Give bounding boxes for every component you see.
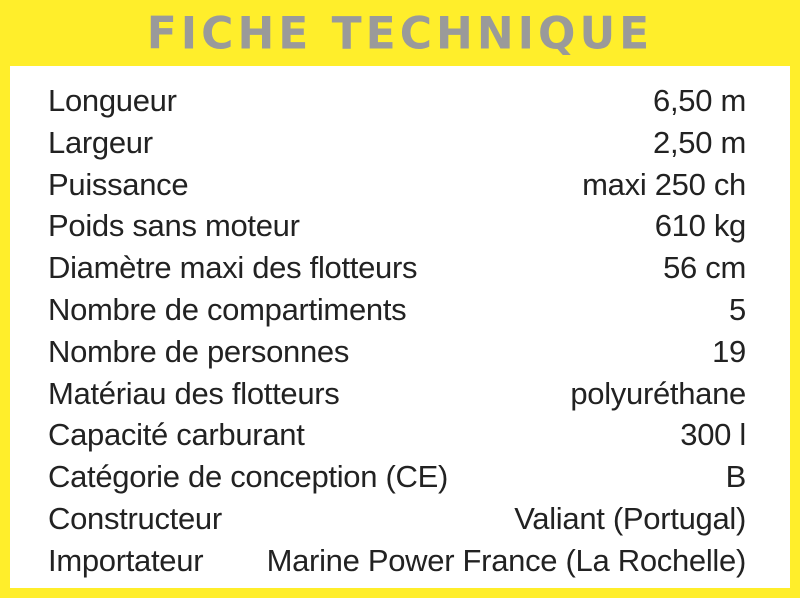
spec-value: 19 [712,333,746,369]
spec-label: Matériau des flotteurs [48,375,340,411]
spec-value: B [725,459,746,495]
spec-label: Puissance [48,166,189,202]
spec-value: Marine Power France (La Rochelle) [266,542,746,578]
spec-row-categorie [48,459,746,501]
spec-label: Catégorie de conception (CE) [48,459,448,495]
dot-leader [319,438,671,439]
spec-row-importateur [48,543,746,585]
spec-value: 6,50 m [653,83,746,118]
dot-leader [462,480,716,481]
dot-leader [202,187,572,188]
dot-leader [420,312,719,313]
spec-label: Poids sans moteur [48,208,300,244]
spec-row-longueur [48,83,746,125]
dot-leader [354,396,561,397]
dot-leader [217,563,256,564]
spec-row-largeur [48,125,746,167]
spec-label: Constructeur [48,500,222,536]
spec-row-materiau [48,376,746,418]
spec-label: Longueur [48,83,177,118]
spec-value: 300 l [680,417,746,453]
spec-row-puissance [48,167,746,209]
spec-label: Importateur [48,542,204,578]
spec-list [48,83,746,585]
spec-row-carburant [48,417,746,459]
spec-label: Capacité carburant [48,417,305,453]
header-banner [10,0,790,66]
spec-value: 56 cm [663,250,746,286]
spec-value: polyuréthane [570,375,746,411]
dot-leader [167,145,643,146]
spec-label: Nombre de compartiments [48,291,407,327]
spec-label: Diamètre maxi des flotteurs [48,250,418,286]
spec-value: 610 kg [654,208,746,244]
spec-row-constructeur [48,501,746,543]
spec-value: 2,50 m [653,124,746,160]
dot-leader [236,521,504,522]
spec-row-personnes [48,334,746,376]
dot-leader [314,229,645,230]
spec-value: 5 [729,291,746,327]
dot-leader [363,354,702,355]
spec-value: maxi 250 ch [582,166,746,202]
dot-leader [191,103,643,104]
spec-row-diametre [48,250,746,292]
spec-value: Valiant (Portugal) [514,500,746,536]
sheet-title: FICHE TECHNIQUE [146,6,654,60]
dot-leader [431,271,653,272]
spec-row-poids [48,208,746,250]
spec-label: Largeur [48,124,153,160]
spec-label: Nombre de personnes [48,333,350,369]
spec-row-compartiments [48,292,746,334]
